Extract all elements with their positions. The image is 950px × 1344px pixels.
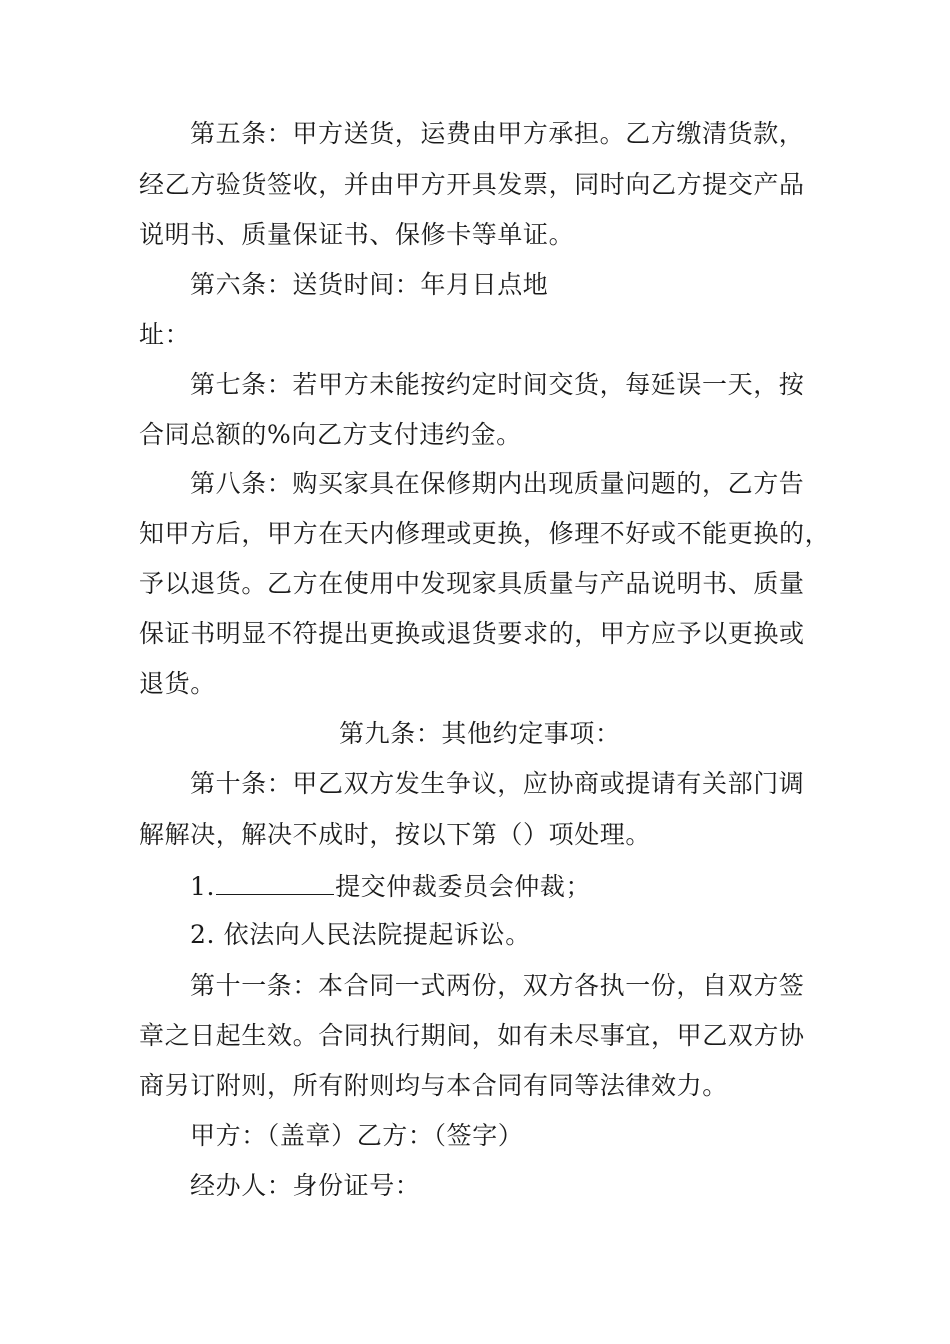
article-10-line-1: 第十条：甲乙双方发生争议，应协商或提请有关部门调 bbox=[190, 769, 805, 798]
option-1-text: 提交仲裁委员会仲裁； bbox=[335, 872, 592, 901]
signature-line: 甲方：（盖章）乙方：（签字） bbox=[190, 1121, 524, 1150]
option-2-line: 2. 依法向人民法院提起诉讼。 bbox=[190, 920, 531, 949]
article-8-line-4: 保证书明显不符提出更换或退货要求的，甲方应予以更换或 bbox=[139, 619, 805, 648]
option-1-blank bbox=[216, 870, 334, 895]
article-10-line-2: 解解决，解决不成时，按以下第（）项处理。 bbox=[139, 820, 652, 849]
article-6-line-2: 址： bbox=[139, 320, 191, 349]
handler-id-line: 经办人：身份证号： bbox=[190, 1171, 421, 1200]
article-5-line-2: 经乙方验货签收，并由甲方开具发票，同时向乙方提交产品 bbox=[139, 170, 805, 199]
article-6-line-1: 第六条：送货时间：年月日点地 bbox=[190, 270, 549, 299]
article-8-line-1: 第八条：购买家具在保修期内出现质量问题的，乙方告 bbox=[190, 469, 805, 498]
article-11-line-2: 章之日起生效。合同执行期间，如有未尽事宜，甲乙双方协 bbox=[139, 1021, 805, 1050]
article-7-line-1: 第七条：若甲方未能按约定时间交货，每延误一天，按 bbox=[190, 370, 805, 399]
article-7-line-2: 合同总额的%向乙方支付违约金。 bbox=[139, 420, 522, 449]
article-11-line-1: 第十一条：本合同一式两份，双方各执一份，自双方签 bbox=[190, 971, 805, 1000]
option-1-number: 1. bbox=[190, 872, 216, 901]
option-1-line bbox=[190, 870, 591, 902]
article-8-line-3: 予以退货。乙方在使用中发现家具质量与产品说明书、质量 bbox=[139, 569, 805, 598]
article-9-heading: 第九条：其他约定事项： bbox=[339, 719, 621, 748]
article-5-line-1: 第五条：甲方送货，运费由甲方承担。乙方缴清货款， bbox=[190, 119, 805, 148]
article-8-line-5: 退货。 bbox=[139, 669, 216, 698]
article-5-line-3: 说明书、质量保证书、保修卡等单证。 bbox=[139, 220, 575, 249]
article-8-line-2: 知甲方后，甲方在天内修理或更换，修理不好或不能更换的， bbox=[139, 519, 831, 548]
article-11-line-3: 商另订附则，所有附则均与本合同有同等法律效力。 bbox=[139, 1071, 728, 1100]
